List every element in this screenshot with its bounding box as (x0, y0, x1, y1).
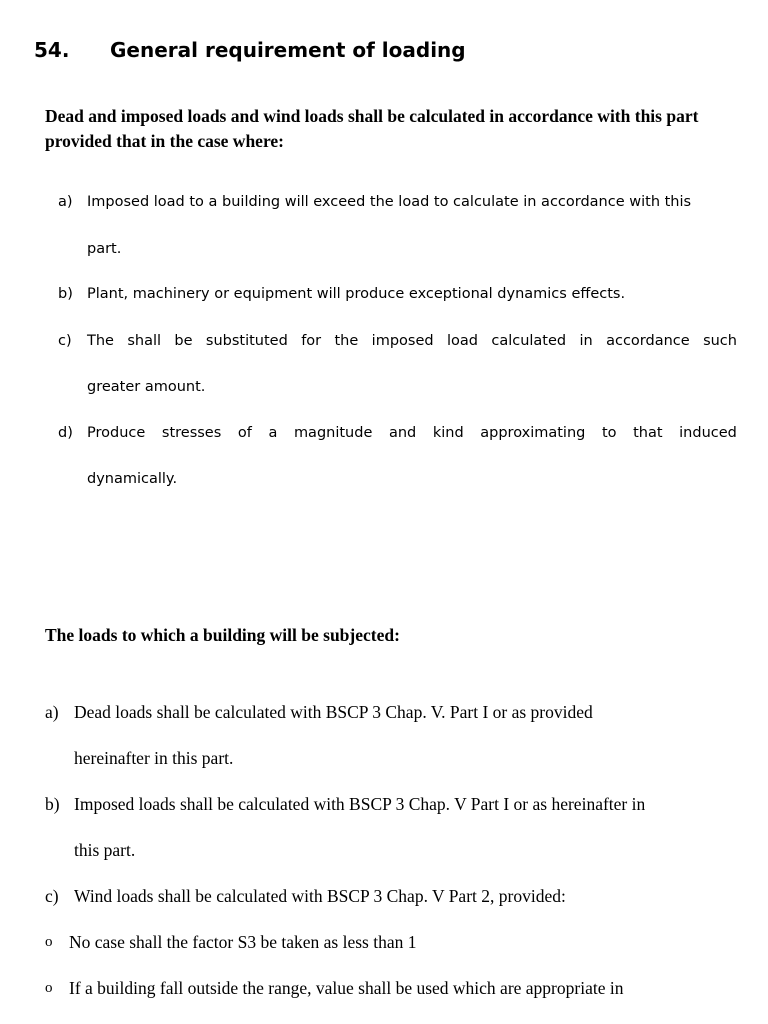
list-item-line: greater amount. (87, 379, 206, 395)
word: of (237, 425, 252, 441)
word: and (388, 425, 417, 441)
intro-paragraph: Dead and imposed loads and wind loads shall be calculated in accordance with this part provided that in the case where: (45, 106, 699, 151)
bullet-icon: o (45, 934, 53, 950)
bullet-icon: o (45, 980, 53, 996)
word: a (268, 425, 278, 441)
list-item-line: Dead loads shall be calculated with BSCP 3 Chap. V. Part I or as provided (74, 702, 593, 722)
list-marker: d) (58, 425, 73, 441)
list-item-line: Imposed load to a building will exceed the load to calculate in accordance with this (87, 194, 692, 210)
word: the (334, 333, 359, 349)
word: be (174, 333, 193, 349)
list-item-line: If a building fall outside the range, value shall be used which are appropriate in (69, 978, 624, 998)
word: imposed (371, 333, 434, 349)
word: kind (432, 425, 464, 441)
section-number: 54. (34, 38, 70, 62)
list-marker: a) (45, 702, 59, 722)
word: The (87, 333, 114, 349)
word: accordance (606, 333, 690, 349)
word: magnitude (293, 425, 373, 441)
word: Produce (87, 425, 146, 441)
word: that (633, 425, 663, 441)
word: calculated (491, 333, 567, 349)
section-heading (34, 36, 466, 64)
list-item-line: Wind loads shall be calculated with BSCP 3 Chap. V Part 2, provided: (74, 886, 566, 906)
word: for (301, 333, 322, 349)
list-marker: a) (58, 194, 73, 210)
list-marker: c) (45, 886, 59, 906)
section-title: General requirement of loading (110, 38, 466, 62)
list-item-line: hereinafter in this part. (74, 748, 234, 768)
list-marker: b) (45, 794, 60, 814)
loads-heading: The loads to which a building will be subjected: (45, 625, 400, 645)
word: substituted (205, 333, 288, 349)
list-item-line: Plant, machinery or equipment will produce exceptional dynamics effects. (87, 286, 626, 302)
word: shall (127, 333, 162, 349)
list-item-line: No case shall the factor S3 be taken as less than 1 (69, 932, 417, 952)
word: such (703, 333, 737, 349)
list-item-line: part. (87, 241, 122, 257)
list-item-line: Imposed loads shall be calculated with BSCP 3 Chap. V Part I or as hereinafter in (74, 794, 646, 814)
list-item-line (87, 331, 737, 351)
list-item-line: dynamically. (87, 471, 178, 487)
word: in (579, 333, 593, 349)
word: induced (679, 425, 737, 441)
list-item-line (87, 423, 737, 443)
list-marker: c) (58, 333, 72, 349)
word: to (601, 425, 617, 441)
list-item-line: this part. (74, 840, 136, 860)
word: approximating (480, 425, 586, 441)
word: stresses (161, 425, 222, 441)
word: load (446, 333, 478, 349)
list-marker: b) (58, 286, 73, 302)
